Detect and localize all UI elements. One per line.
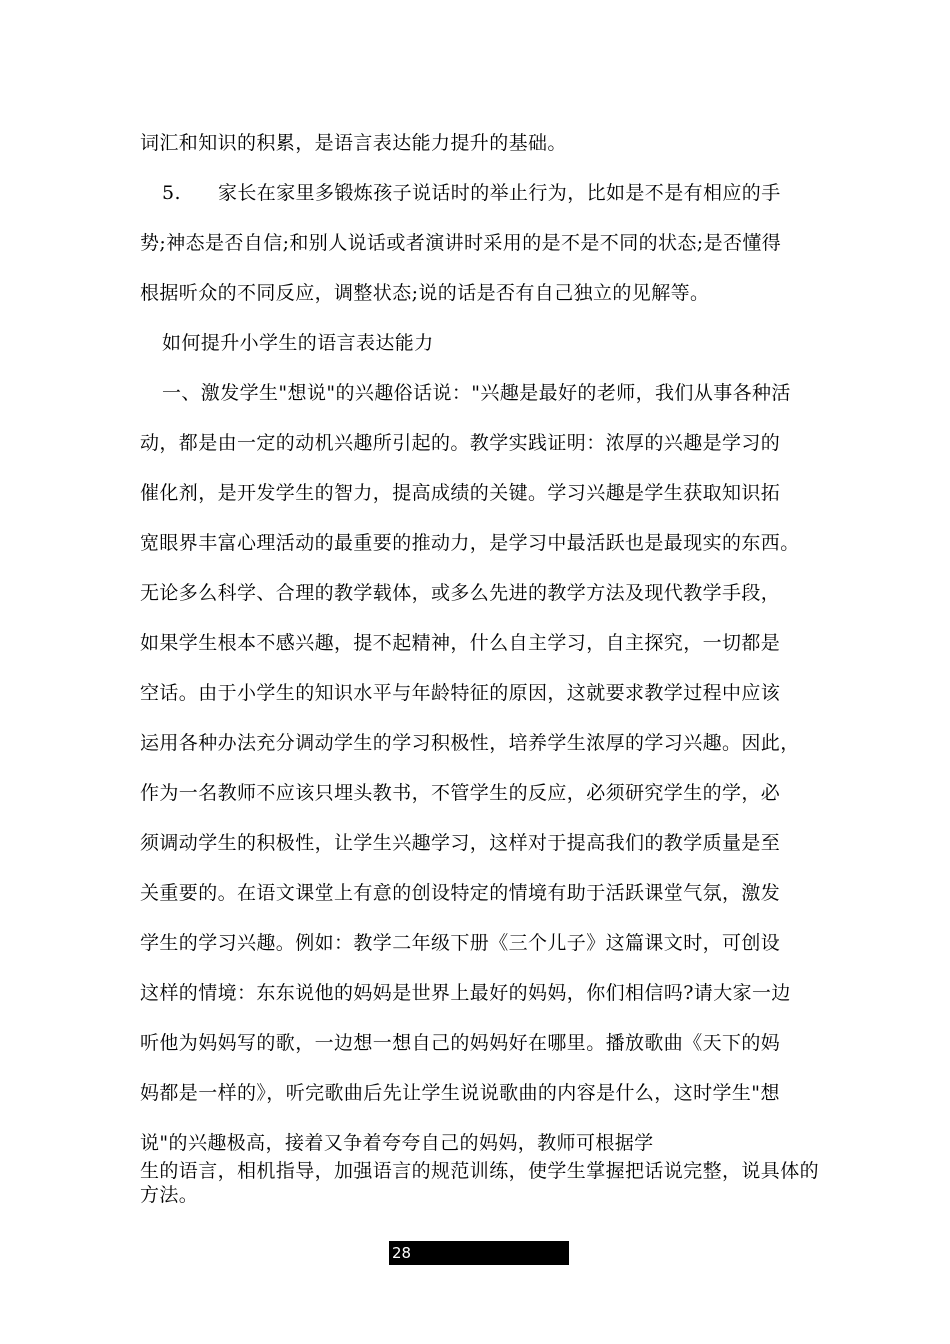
list-number: 5. <box>162 182 181 204</box>
list-item-5 <box>140 181 781 205</box>
text-line: 学生的学习兴趣。例如：教学二年级下册《三个儿子》这篇课文时，可创设 <box>140 932 781 954</box>
text-line: 动，都是由一定的动机兴趣所引起的。教学实践证明：浓厚的兴趣是学习的 <box>140 432 781 454</box>
text-line: 这样的情境：东东说他的妈妈是世界上最好的妈妈，你们相信吗?请大家一边 <box>140 982 791 1004</box>
text-line: 听他为妈妈写的歌，一边想一想自己的妈妈好在哪里。播放歌曲《天下的妈 <box>140 1032 781 1054</box>
text-line: 根据听众的不同反应，调整状态;说的话是否有自己独立的见解等。 <box>140 282 710 304</box>
text-line: 妈都是一样的》，听完歌曲后先让学生说说歌曲的内容是什么，这时学生"想 <box>140 1082 780 1104</box>
text-line: 作为一名教师不应该只埋头教书，不管学生的反应，必须研究学生的学，必 <box>140 782 781 804</box>
text-line: 无论多么科学、合理的教学载体，或多么先进的教学方法及现代教学手段， <box>140 582 781 604</box>
page-number: 28 <box>389 1241 569 1265</box>
text-line: 势;神态是否自信;和别人说话或者演讲时采用的是不是不同的状态;是否懂得 <box>140 232 782 254</box>
section-heading: 如何提升小学生的语言表达能力 <box>162 332 434 354</box>
text-line: 须调动学生的积极性，让学生兴趣学习，这样对于提高我们的教学质量是至 <box>140 832 781 854</box>
text-line: 催化剂，是开发学生的智力，提高成绩的关键。学习兴趣是学生获取知识拓 <box>140 482 781 504</box>
text-line: 运用各种办法充分调动学生的学习积极性，培养学生浓厚的学习兴趣。因此， <box>140 732 800 754</box>
text-line: 词汇和知识的积累，是语言表达能力提升的基础。 <box>140 132 567 154</box>
text-line: 空话。由于小学生的知识水平与年龄特征的原因，这就要求教学过程中应该 <box>140 682 781 704</box>
text-paragraph-tail: 生的语言，相机指导，加强语言的规范训练，使学生掌握把话说完整，说具体的方法。 <box>140 1160 820 1206</box>
text-line: 说"的兴趣极高，接着又争着夸夸自己的妈妈，教师可根据学 <box>140 1132 654 1154</box>
text-line: 宽眼界丰富心理活动的最重要的推动力，是学习中最活跃也是最现实的东西。 <box>140 532 800 554</box>
text-line: 如果学生根本不感兴趣，提不起精神，什么自主学习，自主探究，一切都是 <box>140 632 781 654</box>
text-line: 关重要的。在语文课堂上有意的创设特定的情境有助于活跃课堂气氛，激发 <box>140 882 781 904</box>
text-line: 一、激发学生"想说"的兴趣俗话说："兴趣是最好的老师，我们从事各种活 <box>162 382 791 404</box>
list-item-text: 家长在家里多锻炼孩子说话时的举止行为，比如是不是有相应的手 <box>218 182 781 204</box>
